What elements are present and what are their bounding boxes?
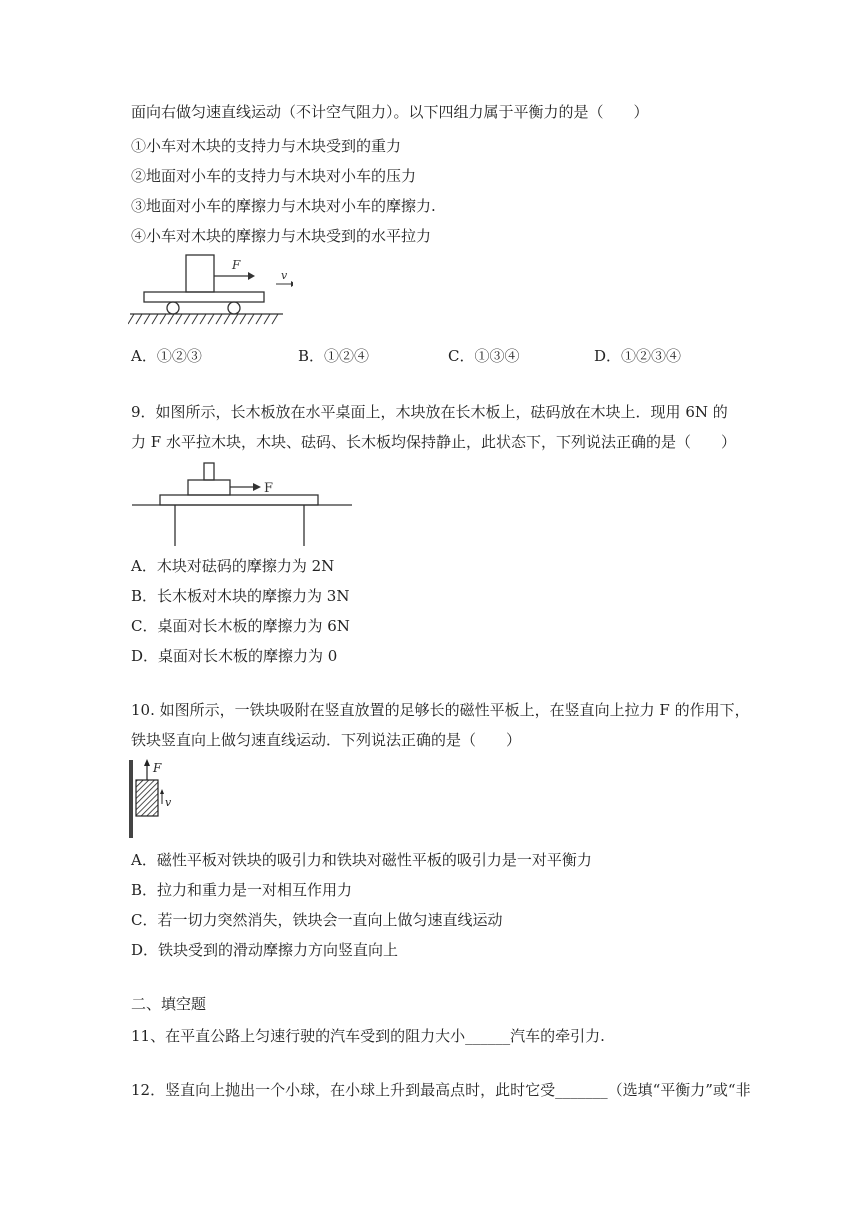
q8-option-d: D．①②③④	[594, 347, 682, 365]
q9-board-figure	[130, 460, 355, 550]
q9-stem-line2: 力 F 水平拉木块，木块、砝码、长木板均保持静止，此状态下，下列说法正确的是（ ）	[131, 433, 736, 451]
q9-force-label: F	[264, 481, 274, 496]
q8-wheel-right	[228, 302, 240, 314]
q10-iron-block	[136, 780, 158, 816]
q12-text: 12．竖直向上抛出一个小球，在小球上升到最高点时，此时它受_______（选填“平衡力”或“非	[131, 1081, 751, 1099]
q8-wheel-left	[167, 302, 179, 314]
q10-magnetic-plate	[129, 760, 133, 838]
q9-weight	[204, 463, 214, 480]
q10-option-c: C．若一切力突然消失，铁块会一直向上做匀速直线运动	[131, 911, 503, 929]
q8-cart-figure	[128, 250, 293, 330]
q10-option-d: D．铁块受到的滑动摩擦力方向竖直向上	[131, 941, 399, 959]
q9-wood-block	[188, 480, 230, 495]
q11-text: 11、在平直公路上匀速行驶的汽车受到的阻力大小______汽车的牵引力.	[131, 1027, 605, 1045]
q8-cart-body	[144, 292, 264, 302]
q10-option-b: B．拉力和重力是一对相互作用力	[131, 881, 353, 899]
q8-force-label: F	[232, 258, 241, 272]
section-title: 二、填空题	[131, 995, 207, 1013]
q9-long-board	[160, 495, 318, 505]
q8-stem: 面向右做匀速直线运动（不计空气阻力）。以下四组力属于平衡力的是（ ）	[131, 103, 649, 121]
q9-option-b: B．长木板对木块的摩擦力为 3N	[131, 587, 350, 605]
q8-option-c: C．①③④	[448, 347, 520, 365]
q10-force-label: F	[153, 761, 162, 775]
q10-option-a: A．磁性平板对铁块的吸引力和铁块对磁性平板的吸引力是一对平衡力	[131, 851, 592, 869]
q10-magnet-figure	[125, 758, 185, 840]
q9-option-c: C．桌面对长木板的摩擦力为 6N	[131, 617, 350, 635]
q9-stem-line1: 9．如图所示，长木板放在水平桌面上，木块放在长木板上，砝码放在木块上．现用 6N 的	[131, 403, 728, 421]
q8-item-2: ②地面对小车的支持力与木块对小车的压力	[131, 167, 417, 185]
q8-option-a: A．①②③	[131, 347, 202, 365]
q8-wood-block	[186, 255, 214, 292]
q8-item-1: ①小车对木块的支持力与木块受到的重力	[131, 137, 402, 155]
q10-velocity-label: v	[165, 796, 172, 809]
q9-option-d: D．桌面对长木板的摩擦力为 0	[131, 647, 338, 665]
q8-item-3: ③地面对小车的摩擦力与木块对小车的摩擦力.	[131, 197, 436, 215]
q9-option-a: A．木块对砝码的摩擦力为 2N	[131, 557, 335, 575]
q8-ground-hatch	[128, 314, 278, 324]
q8-option-b: B．①②④	[298, 347, 370, 365]
q8-velocity-label: v	[281, 269, 288, 282]
q10-stem-line2: 铁块竖直向上做匀速直线运动．下列说法正确的是（ ）	[131, 731, 522, 749]
q8-item-4: ④小车对木块的摩擦力与木块受到的水平拉力	[131, 227, 432, 245]
q10-stem-line1: 10. 如图所示，一铁块吸附在竖直放置的足够长的磁性平板上，在竖直向上拉力 F 的作用下，	[131, 701, 750, 719]
